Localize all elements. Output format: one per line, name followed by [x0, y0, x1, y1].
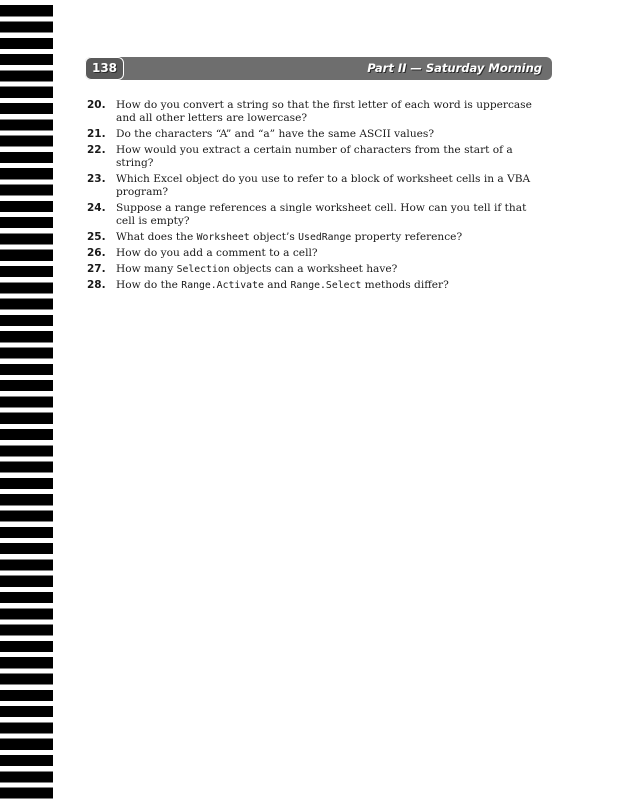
question-text-part: objects can a worksheet have? — [229, 263, 398, 275]
question-number: 26. — [87, 247, 106, 259]
question-list — [87, 99, 547, 295]
question-text-part: How do the — [116, 279, 182, 291]
question-text-part: object’s — [249, 231, 299, 243]
question-number: 22. — [87, 144, 106, 156]
question-number: 23. — [87, 173, 106, 185]
code-term: UsedRange — [298, 232, 352, 243]
question-text-part: methods differ? — [361, 279, 449, 291]
question-number: 24. — [87, 202, 106, 214]
question-item — [87, 231, 547, 244]
question-item — [87, 263, 547, 276]
question-text — [116, 231, 462, 243]
question-text-part: What does the — [116, 231, 197, 243]
binding-stripes — [0, 0, 53, 800]
question-text — [116, 279, 449, 291]
question-item — [87, 247, 547, 260]
page-number: 138 — [85, 57, 124, 80]
question-number: 20. — [87, 99, 106, 111]
question-text-part: and — [263, 279, 291, 291]
code-term: Range.Activate — [181, 280, 264, 291]
question-item — [87, 128, 547, 141]
question-text: Which Excel object do you use to refer to a block of worksheet cells in a VBA program? — [116, 173, 531, 198]
question-text-part: property reference? — [351, 231, 463, 243]
question-text — [116, 263, 397, 275]
question-number: 28. — [87, 279, 106, 291]
question-text: Suppose a range references a single worksheet cell. How can you tell if that cell is empty? — [116, 202, 527, 227]
code-term: Selection — [176, 264, 230, 275]
question-number: 27. — [87, 263, 106, 275]
question-item — [87, 279, 547, 292]
question-item — [87, 173, 547, 199]
question-text-part: How many — [116, 263, 177, 275]
question-item — [87, 144, 547, 170]
question-number: 21. — [87, 128, 106, 140]
code-term: Worksheet — [196, 232, 250, 243]
question-item — [87, 99, 547, 125]
question-text: How do you convert a string so that the first letter of each word is uppercase and all other letters are lowercase? — [116, 99, 532, 124]
question-text: Do the characters “A” and “a” have the same ASCII values? — [116, 128, 435, 140]
code-term: Range.Select — [290, 280, 362, 291]
question-text: How would you extract a certain number of characters from the start of a string? — [116, 144, 513, 169]
question-number: 25. — [87, 231, 106, 243]
question-item — [87, 202, 547, 228]
question-text: How do you add a comment to a cell? — [116, 247, 318, 259]
running-head: Part II — Saturday Morning — [367, 61, 542, 75]
